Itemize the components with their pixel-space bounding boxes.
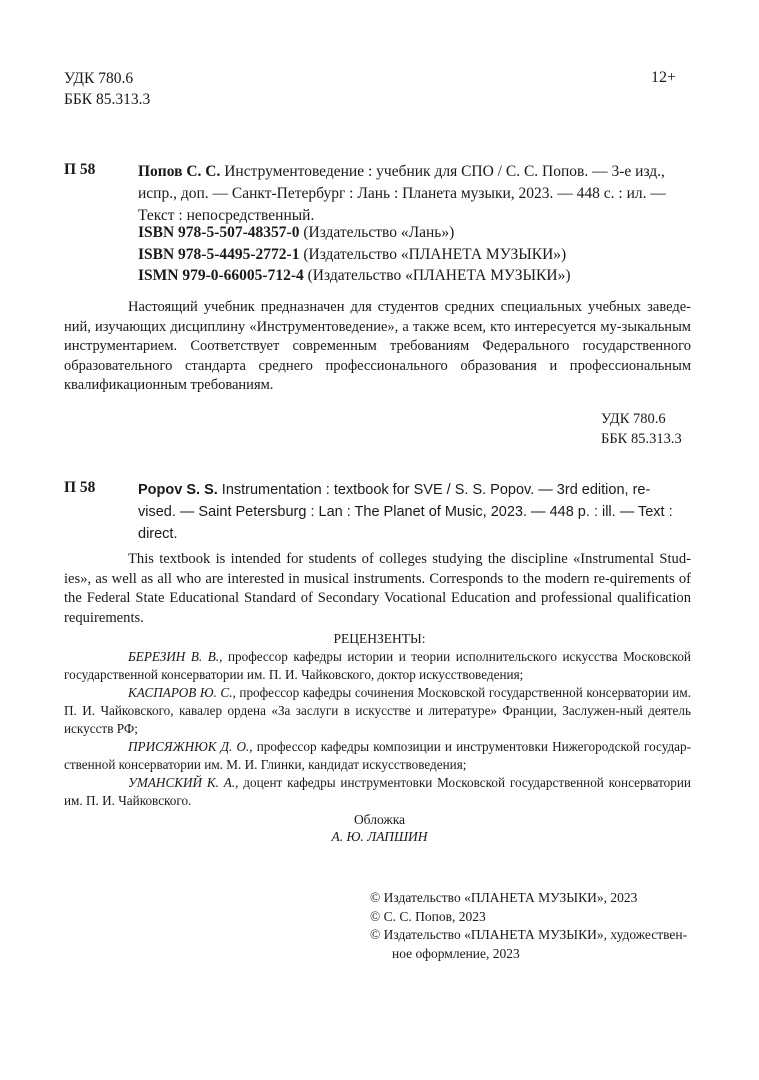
reviewer-item bbox=[64, 738, 691, 774]
isbn-publisher: (Издательство «ПЛАНЕТА МУЗЫКИ») bbox=[303, 267, 571, 284]
reviewer-name: УМАНСКИЙ К. А. bbox=[128, 775, 236, 790]
entry-line-3: Текст : непосредственный. bbox=[138, 207, 315, 224]
author-mark: П 58 bbox=[64, 479, 96, 496]
ru-entry-text bbox=[138, 161, 691, 227]
reviewer-item bbox=[64, 648, 691, 684]
isbn-line bbox=[138, 222, 571, 244]
copyright-line: © С. С. Попов, 2023 bbox=[370, 908, 486, 924]
age-rating: 12+ bbox=[651, 69, 677, 86]
reviewer-desc: , профессор кафедры сочинения Московской государственной консерватории им. П. И. Чайковского, кавалер ордена «За заслуги в искусстве и литературе» Франции, Заслужен-ный деятель искусств РФ; bbox=[64, 685, 691, 736]
entry-line-1: Instrumentation : textbook for SVE / S. S. Popov. — 3rd edition, re- bbox=[217, 482, 651, 498]
author-mark: П 58 bbox=[64, 161, 96, 178]
entry-line-3: direct. bbox=[138, 526, 178, 542]
en-entry-text bbox=[138, 479, 691, 545]
isbn-publisher: (Издательство «Лань») bbox=[299, 224, 455, 241]
copyright-line-continuation: ное оформление, 2023 bbox=[392, 945, 520, 961]
bbk-code: ББК 85.313.3 bbox=[64, 91, 151, 108]
ru-abstract: Настоящий учебник предназначен для студентов средних специальных учебных заведе-ний, изучающих дисциплину «Инструментоведение», а также всем, кто интересуется му-зыкальным инструментарием. Соответствует современным требованиям Федерального государственного образовательного стандарта среднего профессионального образования и профессиональным квалификационным требованиям. bbox=[64, 299, 691, 393]
copyright-line: © Издательство «ПЛАНЕТА МУЗЫКИ», 2023 bbox=[370, 890, 638, 905]
en-abstract: This textbook is intended for students of colleges studying the discipline «Instrumental Stud-ies», as well as all who are interested in musical instruments. Corresponds to the modern re-quirements of the Federal State Educational Standard of Secondary Vocational Education and professional qualification requirements. bbox=[64, 551, 691, 626]
reviewer-item bbox=[64, 774, 691, 810]
copyright-line-part: © Издательство «ПЛАНЕТА МУЗЫКИ», художествен- bbox=[370, 927, 688, 942]
isbn-code: ISBN 978-5-507-48357-0 bbox=[138, 224, 300, 241]
entry-line-2: испр., доп. — Санкт-Петербург : Лань : Планета музыки, 2023. — 448 с. : ил. — bbox=[138, 185, 666, 202]
isbn-list bbox=[138, 222, 571, 287]
author-name: Popov S. S. bbox=[138, 482, 218, 498]
reviewers-heading: РЕЦЕНЗЕНТЫ: bbox=[333, 631, 426, 646]
isbn-code: ISBN 978-5-4495-2772-1 bbox=[138, 245, 300, 263]
udk-code: УДК 780.6 bbox=[64, 70, 134, 87]
isbn-line bbox=[138, 265, 571, 287]
reviewer-name: БЕРЕЗИН В. В. bbox=[128, 649, 220, 664]
isbn-line bbox=[138, 244, 571, 266]
reviewer-desc: , профессор кафедры композиции и инструментовки Нижегородской государ-ственной консерватории им. М. И. Глинки, кандидат искусствоведения; bbox=[64, 739, 691, 772]
reviewers-list bbox=[64, 648, 691, 810]
author-name: Попов С. С. bbox=[138, 163, 221, 180]
header-classification bbox=[64, 68, 150, 110]
classification-right bbox=[601, 409, 682, 449]
reviewer-desc: , доцент кафедры инструментовки Московской государственной консерватории им. П. И. Чайковского. bbox=[64, 775, 691, 808]
ismn-code: ISMN 979-0-66005-712-4 bbox=[138, 267, 304, 284]
cover-designer: А. Ю. ЛАПШИН bbox=[331, 829, 428, 844]
copyright-block bbox=[370, 889, 700, 963]
reviewer-desc: , профессор кафедры истории и теории исполнительского искусства Московской государственной консерватории им. П. И. Чайковского, доктор искусствоведения; bbox=[64, 649, 691, 682]
bbk-code: ББК 85.313.3 bbox=[601, 431, 682, 447]
entry-line-1: Инструментоведение : учебник для СПО / С. С. Попов. — 3-е изд., bbox=[220, 163, 665, 180]
cover-label: Обложка bbox=[353, 812, 406, 827]
reviewer-name: ПРИСЯЖНЮК Д. О. bbox=[128, 739, 250, 754]
copyright-line bbox=[370, 926, 700, 963]
entry-line-2: vised. — Saint Petersburg : Lan : The Planet of Music, 2023. — 448 p. : ill. — Text : bbox=[138, 504, 673, 520]
reviewer-name: КАСПАРОВ Ю. С. bbox=[128, 685, 233, 700]
isbn-publisher: (Издательство «ПЛАНЕТА МУЗЫКИ») bbox=[299, 245, 567, 263]
reviewer-item bbox=[64, 684, 691, 738]
udk-code: УДК 780.6 bbox=[601, 411, 666, 427]
